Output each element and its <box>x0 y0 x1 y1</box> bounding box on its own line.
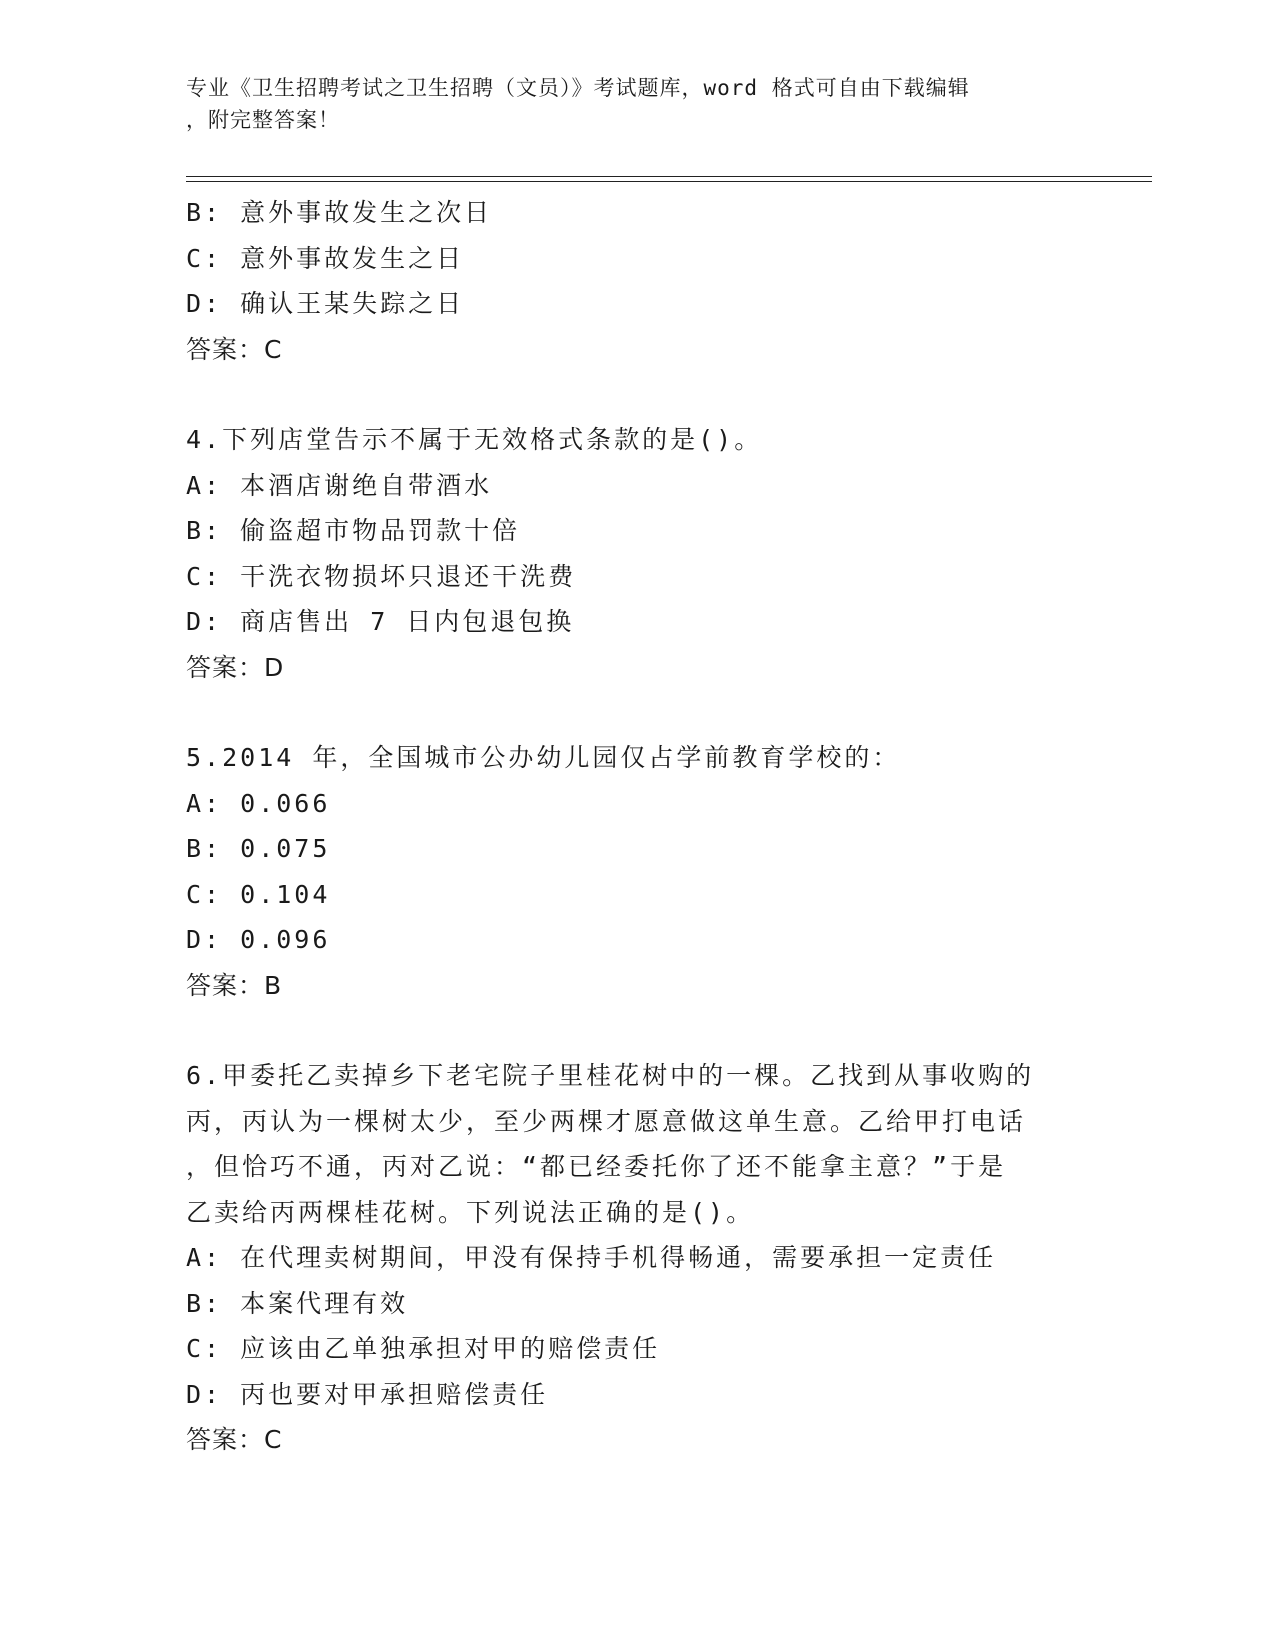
option-b: B: 0.075 <box>186 834 331 863</box>
question-5 <box>186 735 1086 1008</box>
question-gap <box>186 690 1086 735</box>
option-a: A: 0.066 <box>186 788 331 818</box>
option-d: D: 0.096 <box>186 925 331 954</box>
option-c: C: 0.104 <box>186 879 331 909</box>
question-stem-line: ，但恰巧不通，丙对乙说：“都已经委托你了还不能拿主意？”于是 <box>186 1152 1007 1181</box>
question-gap <box>186 372 1086 417</box>
document-header <box>186 72 1066 136</box>
option-a: A: 本酒店谢绝自带酒水 <box>186 470 493 500</box>
option-c: C: 干洗衣物损坏只退还干洗费 <box>186 561 577 591</box>
answer-line: 答案：C <box>186 334 283 364</box>
question-gap <box>186 1008 1086 1053</box>
answer-line: 答案：D <box>186 652 285 682</box>
question-stem: 5.2014 年，全国城市公办幼儿园仅占学前教育学校的： <box>186 743 901 772</box>
option-b: B: 本案代理有效 <box>186 1288 409 1318</box>
answer-line: 答案：B <box>186 970 283 1000</box>
question-6 <box>186 1053 1086 1463</box>
header-divider-bottom <box>186 181 1152 182</box>
question-stem-line: 6.甲委托乙卖掉乡下老宅院子里桂花树中的一棵。乙找到从事收购的 <box>186 1061 1035 1090</box>
option-c: C: 意外事故发生之日 <box>186 243 465 273</box>
option-d: D: 确认王某失踪之日 <box>186 289 465 318</box>
question-stem-line: 乙卖给丙两棵桂花树。下列说法正确的是()。 <box>186 1197 755 1227</box>
question-list <box>186 190 1086 1463</box>
header-divider-top <box>186 176 1152 177</box>
option-b: B: 意外事故发生之次日 <box>186 198 493 227</box>
option-c: C: 应该由乙单独承担对甲的赔偿责任 <box>186 1334 661 1363</box>
answer-line: 答案：C <box>186 1425 283 1454</box>
option-d: D: 商店售出 7 日内包退包换 <box>186 607 575 636</box>
question-4 <box>186 417 1086 690</box>
option-a: A: 在代理卖树期间，甲没有保持手机得畅通，需要承担一定责任 <box>186 1243 997 1272</box>
option-d: D: 丙也要对甲承担赔偿责任 <box>186 1379 549 1409</box>
option-b: B: 偷盗超市物品罚款十倍 <box>186 516 521 545</box>
header-line-1: 专业《卫生招聘考试之卫生招聘（文员）》考试题库，word 格式可自由下载编辑 <box>186 76 970 100</box>
question-stem-line: 丙，丙认为一棵树太少，至少两棵才愿意做这单生意。乙给甲打电话 <box>186 1106 1027 1136</box>
question-3-tail <box>186 190 1086 372</box>
question-stem: 4.下列店堂告示不属于无效格式条款的是()。 <box>186 425 763 454</box>
header-line-2: ，附完整答案！ <box>186 108 340 132</box>
